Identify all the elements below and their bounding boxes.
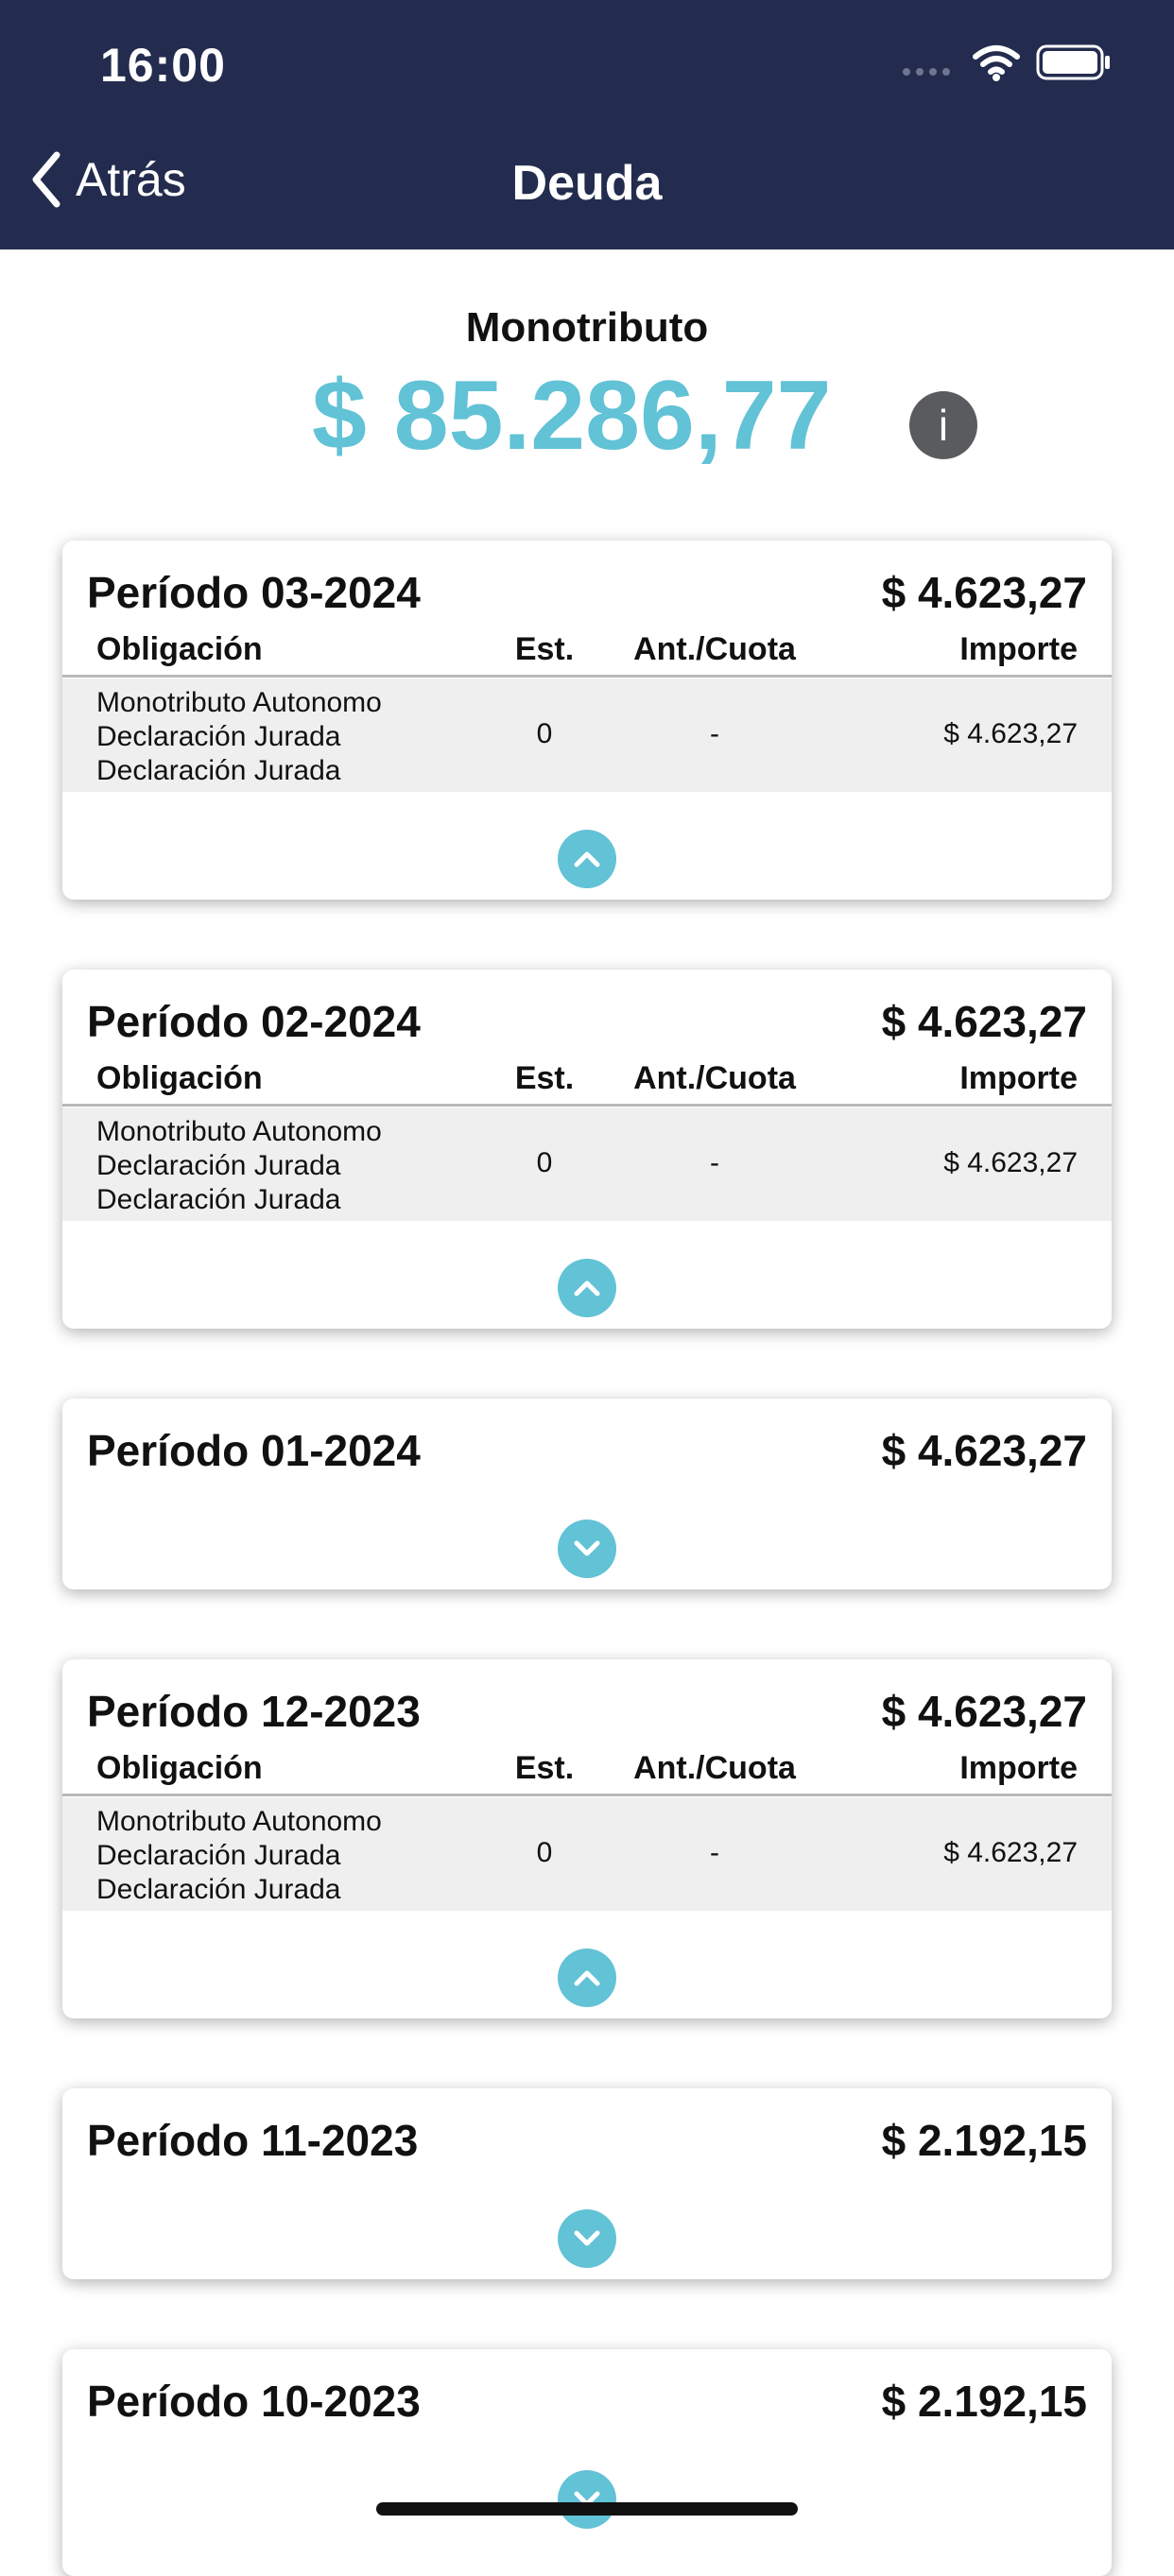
- battery-icon: [1036, 43, 1112, 81]
- period-card: [62, 541, 1112, 900]
- period-amount: $ 4.623,27: [881, 1687, 1087, 1736]
- table-row: [62, 1108, 1112, 1221]
- header-importe: Importe: [959, 631, 1078, 667]
- home-indicator[interactable]: [376, 2502, 798, 2516]
- period-amount: $ 2.192,15: [881, 2377, 1087, 2426]
- obligation-cell: Monotributo Autonomo Declaración Jurada Declaración Jurada: [96, 687, 382, 786]
- header-importe: Importe: [959, 1060, 1078, 1096]
- header-obligation: Obligación: [96, 631, 263, 667]
- obligation-cell: Monotributo Autonomo Declaración Jurada Declaración Jurada: [96, 1806, 382, 1905]
- collapse-button[interactable]: [558, 1259, 616, 1317]
- importe-cell: $ 4.623,27: [943, 1147, 1078, 1178]
- period-card: [62, 2088, 1112, 2279]
- importe-cell: $ 4.623,27: [943, 1837, 1078, 1868]
- header-importe: Importe: [959, 1750, 1078, 1786]
- page-title: Deuda: [511, 156, 663, 211]
- period-title: Período 11-2023: [87, 2116, 419, 2165]
- period-amount: $ 4.623,27: [881, 997, 1087, 1046]
- est-cell: 0: [536, 1147, 553, 1178]
- header-ant-cuota: Ant./Cuota: [633, 1750, 796, 1786]
- ant-cuota-cell: -: [710, 718, 719, 749]
- period-title: Período 12-2023: [87, 1687, 421, 1736]
- status-time: 16:00: [100, 39, 226, 92]
- back-label: Atrás: [76, 153, 186, 206]
- period-card: [62, 970, 1112, 1329]
- chevron-up-icon: [573, 1279, 601, 1297]
- chevron-down-icon: [573, 2229, 601, 2248]
- wifi-icon: [972, 43, 1021, 81]
- table-header: [62, 1060, 1112, 1107]
- period-title: Período 01-2024: [87, 1426, 421, 1475]
- chevron-down-icon: [573, 1539, 601, 1558]
- chevron-up-icon: [573, 1968, 601, 1987]
- header-est: Est.: [514, 631, 575, 667]
- est-cell: 0: [536, 1837, 553, 1868]
- header-ant-cuota: Ant./Cuota: [633, 1060, 796, 1096]
- table-header: [62, 1750, 1112, 1796]
- app-header: [0, 0, 1174, 249]
- info-button[interactable]: i: [909, 391, 977, 459]
- ant-cuota-cell: -: [710, 1147, 719, 1178]
- period-title: Período 02-2024: [87, 997, 421, 1046]
- header-obligation: Obligación: [96, 1060, 263, 1096]
- summary-label: Monotributo: [465, 304, 709, 351]
- header-ant-cuota: Ant./Cuota: [633, 631, 796, 667]
- expand-button[interactable]: [558, 2209, 616, 2268]
- period-amount: $ 4.623,27: [881, 1426, 1087, 1475]
- cellular-signal-icon: [903, 68, 950, 76]
- period-card: [62, 1399, 1112, 1589]
- importe-cell: $ 4.623,27: [943, 718, 1078, 749]
- header-est: Est.: [514, 1750, 575, 1786]
- chevron-up-icon: [573, 850, 601, 868]
- summary-total: $ 85.286,77: [312, 361, 832, 471]
- period-card: [62, 1659, 1112, 2018]
- ant-cuota-cell: -: [710, 1837, 719, 1868]
- header-est: Est.: [514, 1060, 575, 1096]
- period-amount: $ 2.192,15: [881, 2116, 1087, 2165]
- header-obligation: Obligación: [96, 1750, 263, 1786]
- period-title: Período 10-2023: [87, 2377, 421, 2426]
- est-cell: 0: [536, 718, 553, 749]
- expand-button[interactable]: [558, 1520, 616, 1578]
- collapse-button[interactable]: [558, 1949, 616, 2007]
- period-amount: $ 4.623,27: [881, 568, 1087, 617]
- collapse-button[interactable]: [558, 830, 616, 888]
- table-header: [62, 631, 1112, 678]
- table-row: [62, 1797, 1112, 1911]
- table-row: [62, 678, 1112, 792]
- obligation-cell: Monotributo Autonomo Declaración Jurada Declaración Jurada: [96, 1116, 382, 1215]
- period-title: Período 03-2024: [87, 568, 421, 617]
- expand-button[interactable]: [558, 2470, 616, 2529]
- period-card: [62, 2349, 1112, 2576]
